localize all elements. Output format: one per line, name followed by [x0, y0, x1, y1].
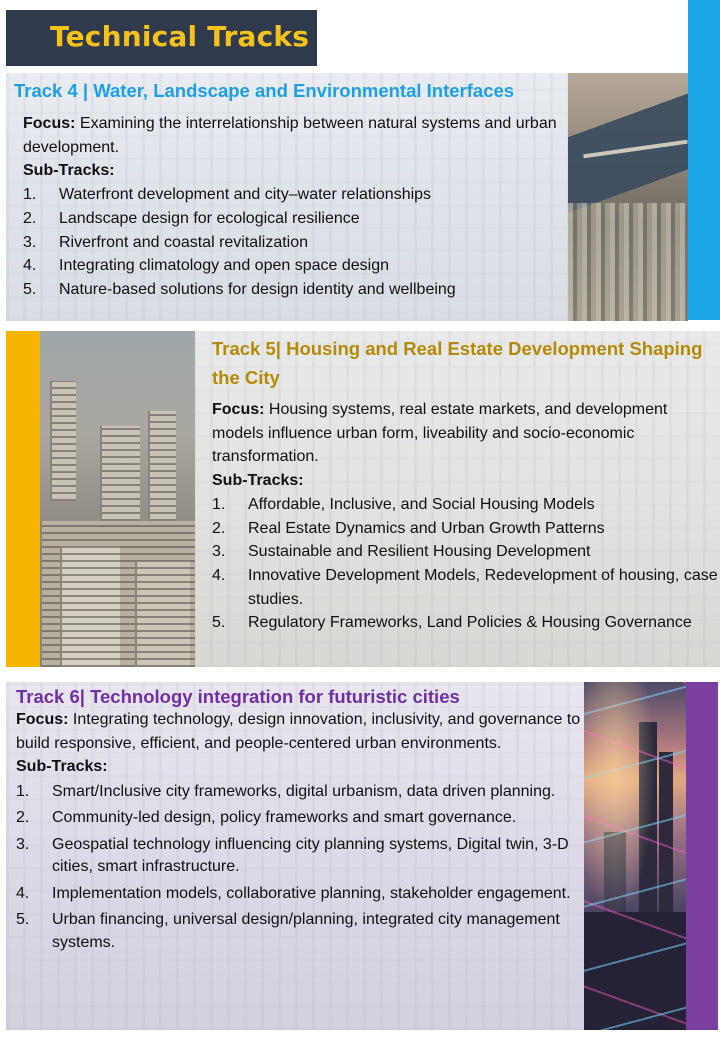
focus-text: Integrating technology, design innovation, inclusivity, and governance to build responsive, efficient, and people-centered urban environments. [16, 711, 581, 752]
subtracks-label: Sub-Tracks: [16, 758, 108, 775]
subtrack-text: Affordable, Inclusive, and Social Housing Models [248, 495, 595, 513]
city-blocks-shape [568, 203, 688, 321]
subtrack-text: Riverfront and coastal revitalization [59, 233, 309, 251]
list-item: 4. Innovative Development Models, Redevelopment of housing, case studies. [212, 564, 718, 611]
subtrack-text: Urban financing, universal design/planning, integrated city management systems. [52, 911, 560, 951]
subtrack-text: Geospatial technology influencing city planning systems, Digital twin, 3-D cities, smart infrastructure. [52, 835, 569, 876]
list-item: 5. Urban financing, universal design/planning, integrated city management systems. [16, 909, 586, 954]
track-5-title: Track 5| Housing and Real Estate Development Shaping the City [212, 338, 703, 388]
track-5-accent-band [6, 331, 40, 667]
track-5-subtrack-list [212, 493, 718, 635]
focus-label: Focus: [16, 711, 69, 728]
track-4-subtrack-list [23, 183, 568, 302]
list-item: 2. Real Estate Dynamics and Urban Growth Patterns [212, 517, 718, 541]
list-item: 4. Integrating climatology and open space design [23, 254, 568, 278]
focus-label: Focus: [212, 401, 265, 418]
track-4-section [6, 73, 688, 321]
track-6-title: Track 6| Technology integration for futuristic cities [16, 686, 460, 707]
subtrack-text: Nature-based solutions for design identity and wellbeing [59, 280, 456, 298]
page-title: Technical Tracks [50, 20, 310, 53]
focus-text: Examining the interrelationship between natural systems and urban development. [23, 115, 557, 156]
list-item: 2. Landscape design for ecological resilience [23, 207, 568, 231]
list-item: 4. Implementation models, collaborative planning, stakeholder engagement. [16, 883, 586, 906]
track-4-focus [23, 112, 568, 159]
subtrack-text: Sustainable and Resilient Housing Development [248, 543, 591, 561]
bridge-shape [583, 140, 688, 159]
high-rise-housing-photo [40, 331, 195, 667]
subtrack-text: Community-led design, policy frameworks and smart governance. [52, 809, 517, 827]
futuristic-city-light-trails-photo [584, 682, 686, 1030]
list-item: 3. Geospatial technology influencing city planning systems, Digital twin, 3-D cities, smart infrastructure. [16, 834, 586, 879]
list-item: 1. Waterfront development and city–water relationships [23, 183, 568, 207]
page-header [6, 10, 317, 66]
focus-text: Housing systems, real estate markets, and development models influence urban form, liveability and socio-economic transformation. [212, 401, 668, 466]
aerial-river-city-photo [568, 73, 688, 321]
list-item: 1. Smart/Inclusive city frameworks, digital urbanism, data driven planning. [16, 781, 586, 804]
subtrack-text: Smart/Inclusive city frameworks, digital urbanism, data driven planning. [52, 782, 556, 800]
track-6-subtrack-list [16, 781, 586, 955]
subtracks-label: Sub-Tracks: [212, 472, 304, 490]
list-item: 2. Community-led design, policy frameworks and smart governance. [16, 807, 586, 830]
track-5-body [212, 398, 718, 635]
subtrack-text: Landscape design for ecological resilience [59, 209, 360, 227]
list-item: 3. Sustainable and Resilient Housing Development [212, 540, 718, 564]
track-6-accent-band [686, 682, 718, 1030]
track-6-focus [16, 708, 586, 755]
subtrack-text: Integrating climatology and open space design [59, 257, 389, 275]
subtrack-text: Real Estate Dynamics and Urban Growth Patterns [248, 519, 605, 537]
list-item: 5. Nature-based solutions for design identity and wellbeing [23, 278, 568, 302]
list-item: 1. Affordable, Inclusive, and Social Housing Models [212, 493, 718, 517]
subtracks-label: Sub-Tracks: [23, 162, 115, 180]
track-4-title: Track 4 | Water, Landscape and Environmental Interfaces [14, 80, 515, 101]
list-item: 5. Regulatory Frameworks, Land Policies & Housing Governance [212, 611, 718, 635]
subtrack-text: Innovative Development Models, Redevelopment of housing, case studies. [248, 566, 718, 608]
subtrack-text: Waterfront development and city–water relationships [59, 186, 432, 204]
track-6-body [16, 708, 586, 958]
top-accent-bar [688, 0, 720, 320]
list-item: 3. Riverfront and coastal revitalization [23, 231, 568, 255]
subtrack-text: Regulatory Frameworks, Land Policies & Housing Governance [248, 614, 692, 632]
focus-label: Focus: [23, 115, 76, 132]
track-5-section [6, 331, 720, 667]
track-6-section [6, 682, 718, 1030]
track-5-focus [212, 398, 718, 469]
track-4-body [23, 112, 568, 302]
subtrack-text: Implementation models, collaborative planning, stakeholder engagement. [52, 884, 571, 902]
